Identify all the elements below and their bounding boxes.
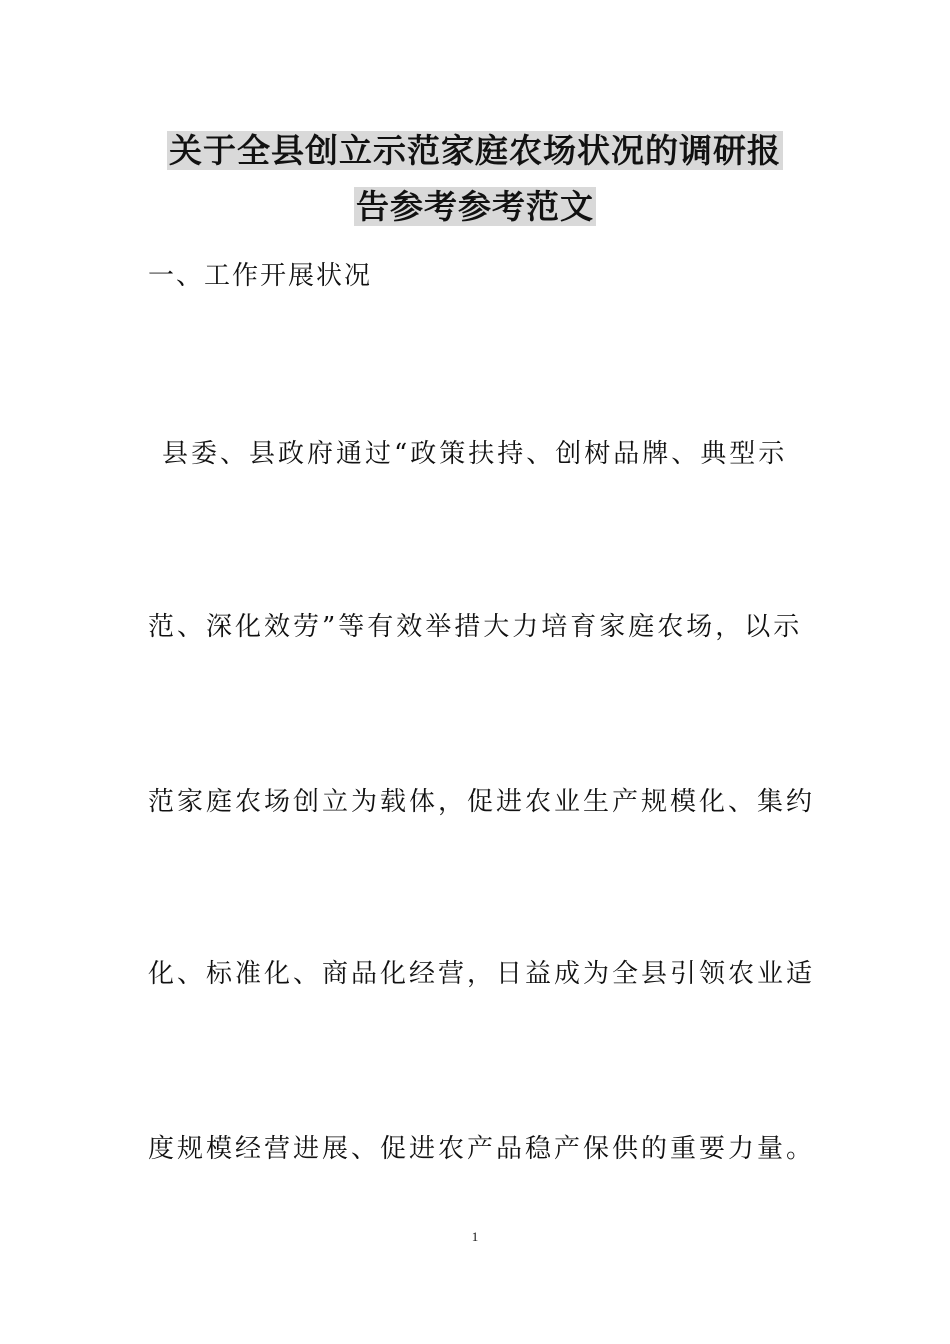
document-title-line-2: [0, 185, 950, 229]
paragraph-line-5: 度规模经营进展、促进农产品稳产保供的重要力量。: [148, 1134, 816, 1164]
title-text-1: 关于全县创立示范家庭农场状况的调研报: [169, 131, 781, 170]
paragraph-line-1: 县委、县政府通过“政策扶持、创树品牌、典型示: [162, 439, 788, 469]
document-title-line-1: [0, 129, 950, 173]
section-heading: 一、工作开展状况: [148, 261, 373, 291]
paragraph-line-4: 化、标准化、商品化经营，日益成为全县引领农业适: [148, 959, 816, 989]
title-text-2: 告参考参考范文: [356, 187, 594, 226]
page-number: 1: [471, 1229, 479, 1244]
paragraph-line-3: 范家庭农场创立为载体，促进农业生产规模化、集约: [148, 787, 816, 817]
paragraph-line-2: 范、深化效劳”等有效举措大力培育家庭农场，以示: [148, 612, 803, 642]
